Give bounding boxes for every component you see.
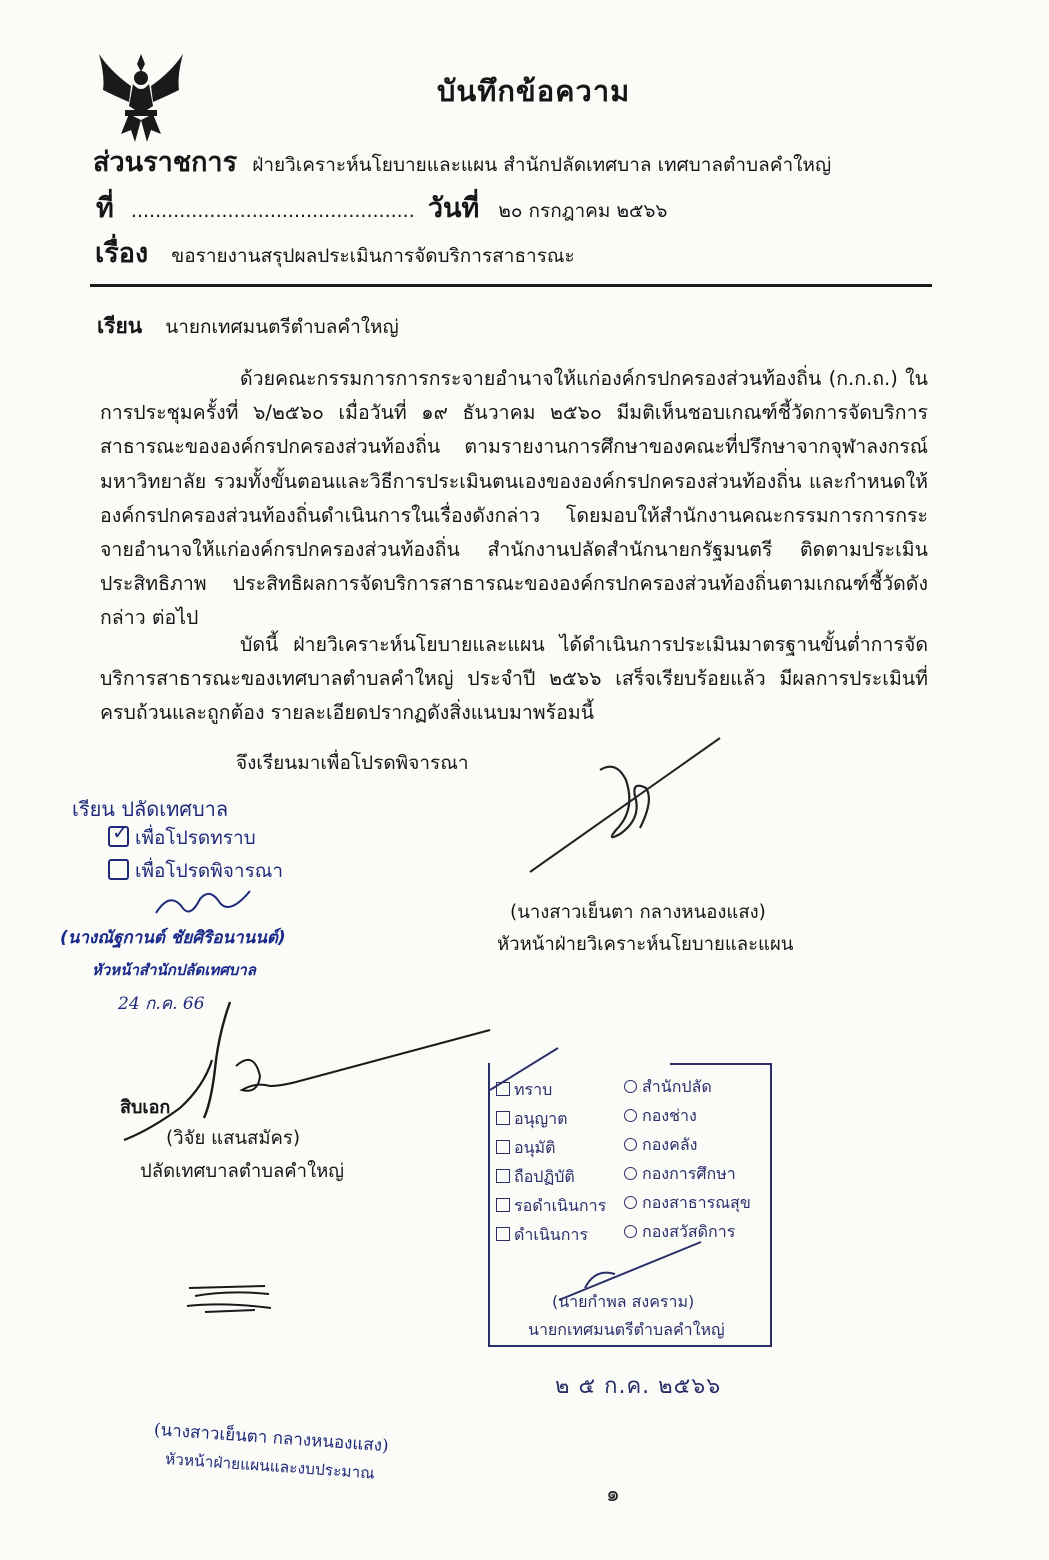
deputy-signature [150,885,260,925]
stamp-left-option: อนุมัติ [496,1136,555,1161]
stamp-left-option: รอดำเนินการ [496,1194,606,1219]
stamp-right-option: กองสวัสดิการ [624,1220,735,1245]
signer-signature [520,730,740,880]
stamp-left-option: ถือปฏิบัติ [496,1165,575,1190]
mayor-name: (นายกำพล สงคราม) [552,1292,695,1311]
footer-note-line-2: หัวหน้าฝ่ายแผนและงบประมาณ [164,1449,376,1483]
salutation-value: นายกเทศมนตรีตำบลคำใหญ่ [165,316,399,338]
stamp-right-option: กองคลัง [624,1133,697,1158]
deputy-salutation: เรียน ปลัดเทศบาล [72,797,229,821]
body-paragraph-1: ด้วยคณะกรรมการการกระจายอำนาจให้แก่องค์กรปกครองส่วนท้องถิ่น (ก.ก.ถ.) ในการประชุมครั้งที่ ๖/๒๕๖๐ เมื่อวันที่ ๑๙ ธันวาคม ๒๕๖๐ มีมติเห็นชอบเกณฑ์ชี้วัดการจัดบริการสาธารณะขององค์กรปกครองส่วนท้องถิ่น ตามรายงานการศึกษาของคณะที่ปรึกษาจากจุฬาลงกรณ์มหาวิทยาลัย รวมทั้งขั้นตอนและวิธีการประเมินตนเองขององค์กรปกครองส่วนท้องถิ่น และกำหนดให้องค์กรปกครองส่วนท้องถิ่นดำเนินการในเรื่องดังกล่าว โดยมอบให้สำนักงานคณะกรรมการการกระจายอำนาจให้แก่องค์กรปกครองส่วนท้องถิ่น สำนักงานปลัดสำนักนายกรัฐมนตรี ติดตามประเมินประสิทธิภาพ ประสิทธิผลการจัดบริการสาธารณะขององค์กรปกครองส่วนท้องถิ่นตามเกณฑ์ชี้วัดดังกล่าว ต่อไป [100,367,928,630]
clerk-position: ปลัดเทศบาลตำบลคำใหญ่ [140,1161,345,1182]
body-paragraph-2: บัดนี้ ฝ่ายวิเคราะห์นโยบายและแผน ได้ดำเนินการประเมินมาตรฐานขั้นต่ำการจัดบริการสาธารณะของเทศบาลตำบลคำใหญ่ ประจำปี ๒๕๖๖ เสร็จเรียบร้อยแล้ว มีผลการประเมินที่ครบถ้วนและถูกต้อง รายละเอียดปรากฏดังสิ่งแนบมาพร้อมนี้ [100,633,928,725]
deputy-date: 24 ก.ค. 66 [118,994,205,1014]
header-rule [90,284,932,287]
division-row [93,140,831,183]
ref-label: ที่ [96,193,114,224]
signer-position: หัวหน้าฝ่ายวิเคราะห์นโยบายและแผน [497,934,794,955]
circle-icon [624,1080,637,1093]
checkbox-icon [496,1140,510,1154]
subject-label: เรื่อง [95,238,149,269]
empty-box-icon [108,859,129,880]
stamp-right-option: กองสาธารณสุข [624,1191,751,1216]
footer-note-line-1: (นางสาวเย็นตา กลางหนองแสง) [153,1419,390,1457]
date-label: วันที่ [427,193,480,224]
page-number: ๑ [606,1482,620,1507]
stamp-left-option: ดำเนินการ [496,1223,588,1248]
checkbox-icon [496,1111,510,1125]
subject-value: ขอรายงานสรุปผลประเมินการจัดบริการสาธารณะ [171,245,575,267]
deputy-option-2: เพื่อโปรดพิจารณา [108,856,283,886]
received-date-stamp: ๒ ๕ ก.ค. ๒๕๖๖ [555,1374,722,1399]
deputy-name: (นางณัฐกานต์ ชัยศิริอนานนต์) [60,928,286,948]
garuda-emblem [95,50,187,148]
circle-icon [624,1167,637,1180]
circle-icon [624,1225,637,1238]
closing-line: จึงเรียนมาเพื่อโปรดพิจารณา [236,752,469,774]
subject-row [95,231,575,274]
stamp-right-option: กองช่าง [624,1104,697,1129]
signer-name: (นางสาวเย็นตา กลางหนองแสง) [510,902,766,923]
stamp-right-option: สำนักปลัด [624,1075,712,1100]
memo-title: บันทึกข้อความ [437,74,631,108]
deputy-option-1: ✓ เพื่อโปรดทราบ [108,823,256,853]
checkbox-icon [496,1198,510,1212]
checkbox-icon [496,1227,510,1241]
initials-scribble [185,1280,275,1316]
clerk-name: (วิจัย แสนสมัคร) [166,1128,301,1149]
division-value: ฝ่ายวิเคราะห์นโยบายและแผน สำนักปลัดเทศบาล เทศบาลตำบลคำใหญ่ [252,154,832,176]
ref-row [96,186,667,229]
stamp-left-option: อนุญาต [496,1107,568,1132]
checkbox-icon [496,1169,510,1183]
circle-icon [624,1138,637,1151]
deputy-position: หัวหน้าสำนักปลัดเทศบาล [92,961,256,979]
date-value: ๒๐ กรกฎาคม ๒๕๖๖ [498,200,668,222]
ref-dots: ............................................... [130,200,415,222]
clerk-rank: สิบเอก [120,1097,171,1118]
mayor-position: นายกเทศมนตรีตำบลคำใหญ่ [528,1320,725,1339]
checked-box-icon: ✓ [108,826,129,847]
stamp-right-option: กองการศึกษา [624,1162,736,1187]
checkbox-icon [496,1082,510,1096]
salutation [97,310,399,343]
circle-icon [624,1109,637,1122]
division-label: ส่วนราชการ [93,147,238,178]
salutation-label: เรียน [97,314,143,338]
stamp-left-option: ทราบ [496,1078,552,1103]
circle-icon [624,1196,637,1209]
